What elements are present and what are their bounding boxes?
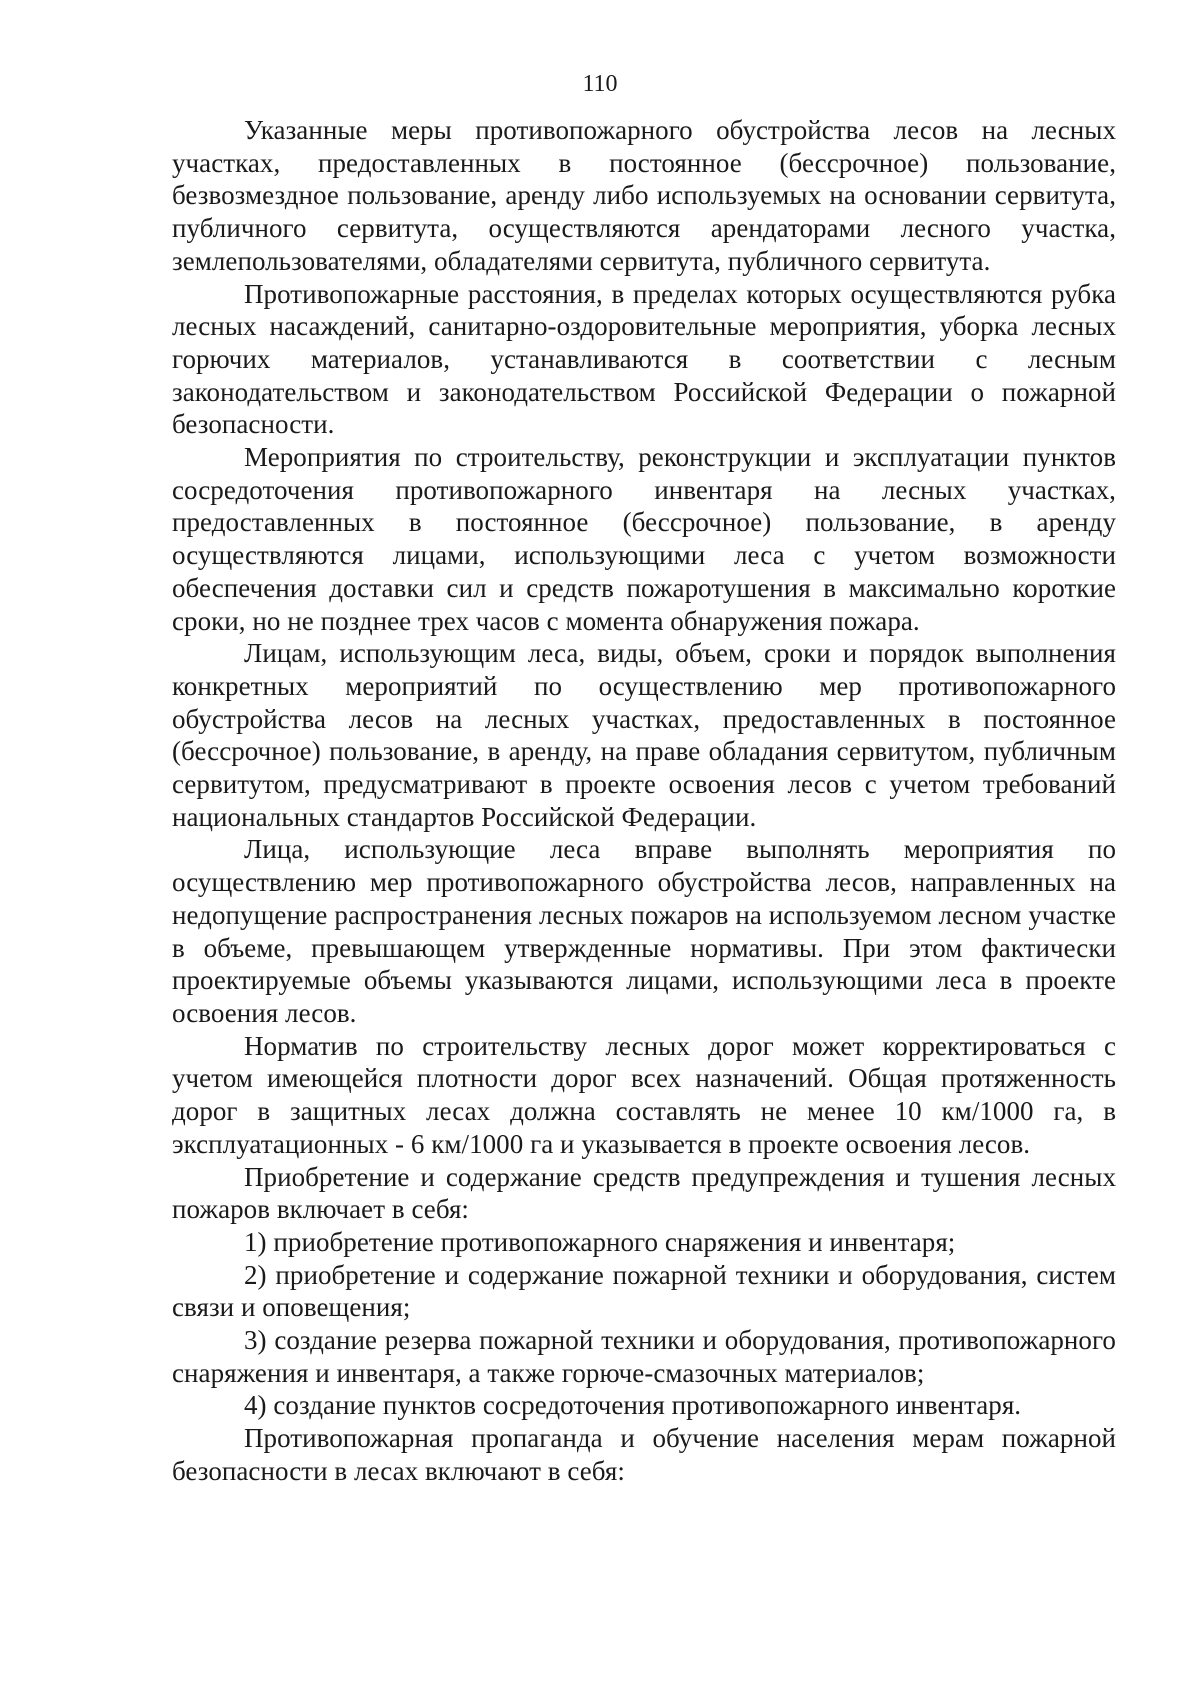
list-item-2: 2) приобретение и содержание пожарной техники и оборудования, систем связи и оповещения; xyxy=(172,1259,1116,1323)
page-number: 110 xyxy=(582,71,618,97)
paragraph-lessee-measures: Указанные меры противопожарного обустройства лесов на лесных участках, предоставленных в постоянное (бессрочное) пользование, безвозмездное пользование, аренду либо используемых на основании сервитута, публичного сервитута, осуществляются арендаторами лесного участка, землепользователями, обладателями сервитута, публичного сервитута. xyxy=(172,115,1116,276)
paragraph-inventory-points: Мероприятия по строительству, реконструкции и эксплуатации пунктов сосредоточения противопожарного инвентаря на лесных участках, предоставленных в постоянное (бессрочное) пользование, в аренду осуществляются лицами, использующими леса с учетом возможности обеспечения доставки сил и средств пожаротушения в максимально короткие сроки, но не позднее трех часов с момента обнаружения пожара. xyxy=(172,442,1116,636)
list-item-3: 3) создание резерва пожарной техники и оборудования, противопожарного снаряжения и инвентаря, а также горюче-смазочных материалов; xyxy=(172,1325,1116,1388)
paragraph-extra-measures: Лица, использующие леса вправе выполнять мероприятия по осуществлению мер противопожарного обустройства лесов, направленных на недопущение распространения лесных пожаров на используемом лесном участке в объеме, превышающем утвержденные нормативы. При этом фактически проектируемые объемы указываются лицами, использующими леса в проекте освоения лесов. xyxy=(172,834,1116,1028)
list-item-4: 4) создание пунктов сосредоточения противопожарного инвентаря. xyxy=(244,1390,1022,1421)
paragraph-fire-distances: Противопожарные расстояния, в пределах которых осуществляются рубка лесных насаждений, санитарно-оздоровительные мероприятия, уборка лесных горючих материалов, устанавливаются в соответствии с лесным законодательством и законодательством Российской Федерации о пожарной безопасности. xyxy=(172,278,1116,440)
paragraph-acquisition-intro: Приобретение и содержание средств предупреждения и тушения лесных пожаров включает в себя: xyxy=(172,1161,1116,1225)
document-body xyxy=(172,114,1116,1488)
paragraph-propaganda: Противопожарная пропаганда и обучение населения мерам пожарной безопасности в лесах включают в себя: xyxy=(172,1423,1116,1486)
list-item-1: 1) приобретение противопожарного снаряжения и инвентаря; xyxy=(244,1226,956,1257)
paragraph-forest-users-scope: Лицам, использующим леса, виды, объем, сроки и порядок выполнения конкретных мероприятий по осуществлению мер противопожарного обустройства лесов на лесных участках, предоставленных в постоянное (бессрочное) пользование, в аренду, на праве обладания сервитутом, публичным сервитутом, предусматривают в проекте освоения лесов с учетом требований национальных стандартов Российской Федерации. xyxy=(172,638,1116,832)
paragraph-road-norms: Норматив по строительству лесных дорог может корректироваться с учетом имеющейся плотности дорог всех назначений. Общая протяженность дорог в защитных лесах должна составлять не менее 10 км/1000 га, в эксплуатационных - 6 км/1000 га и указывается в проекте освоения лесов. xyxy=(172,1030,1116,1159)
